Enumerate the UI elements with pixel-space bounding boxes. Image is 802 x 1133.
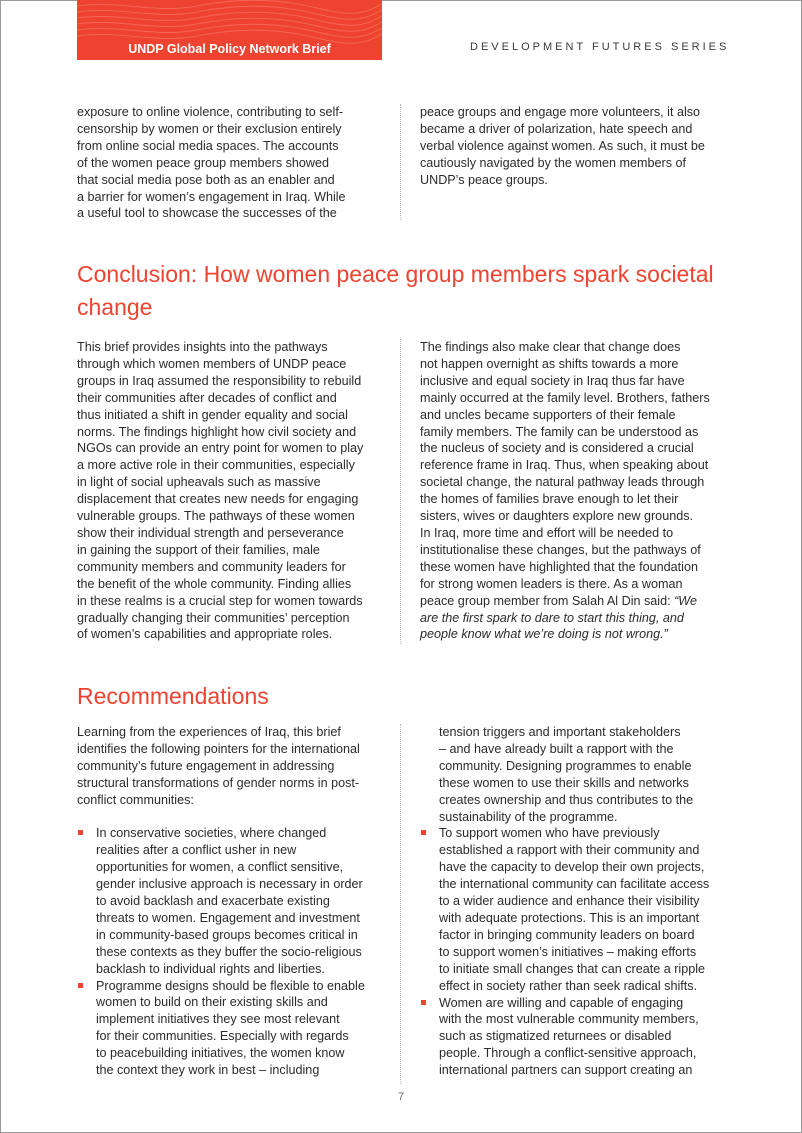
series-title: DEVELOPMENT FUTURES SERIES [470, 41, 730, 53]
list-item-text: Women are willing and capable of engaging with the most vulnerable community members, such as stigmatized returnees or disabled people. Through a conflict-sensitive approach, international partners can support creating an [439, 995, 699, 1078]
recommendations-right-list [420, 825, 740, 1079]
conclusion-right-body: The findings also make clear that change does not happen overnight as shifts towards a more inclusive and equal society in Iraq thus far have mainly occurred at the family level. Brothers, fathers and uncles became supporters of their female family members. The family can be understood as the nucleus of society and is considered a crucial reference frame in Iraq. Thus, when speaking about societal change, the natural pathway leads through the homes of families brave enough to let their sisters, wives or daughters explore new grounds. In Iraq, more time and effort will be needed to institutionalise these changes, but the pathways of these women have highlighted that the foundation for strong women leaders is there. As a woman peace group member from Salah Al Din said: [420, 340, 710, 608]
column-divider [400, 724, 401, 1084]
recommendations-continuation: tension triggers and important stakeholders – and have already built a rapport with the community. Designing programmes to enable these women to use their skills and networks creates ownership and thus contributes to the sustainability of the programme. [439, 725, 694, 824]
list-item [420, 995, 740, 1080]
bullet-marker [421, 1000, 426, 1005]
recommendations-intro: Learning from the experiences of Iraq, this brief identifies the following pointers for the international community’s future engagement in addressing structural transformations of gender norms in post- conflict communities: [77, 725, 360, 807]
list-item [77, 978, 392, 1079]
column-divider [400, 104, 401, 220]
conclusion-right-text [420, 339, 740, 643]
bullet-marker [421, 830, 426, 835]
conclusion-left-column [77, 339, 392, 643]
list-item [420, 825, 740, 994]
brand-label: UNDP Global Policy Network Brief [128, 42, 331, 56]
list-item-text: In conservative societies, where changed realities after a conflict usher in new opportunities for women, a conflict sensitive, gender inclusive approach is necessary in order to avoid backlash and exacerbate existing threats to women. Engagement and investment in community-based groups becomes critical in these contexts as they buffer the socio-religious backlash to individual rights and liberties. [96, 826, 363, 976]
intro-left-column [77, 104, 387, 222]
bullet-marker [78, 830, 83, 835]
list-item-text: Programme designs should be flexible to enable women to build on their existing skills and implement initiatives they see most relevant for their communities. Especially with regards to peacebuilding initiatives, the women know the context they work in best – including [96, 978, 365, 1078]
conclusion-right-column [420, 339, 740, 643]
intro-right-text: peace groups and engage more volunteers, it also became a driver of polarization, hate speech and verbal violence against women. As such, it must be cautiously navigated by the women members of UNDP’s peace groups. [420, 105, 705, 187]
recommendations-left-list [77, 825, 392, 1079]
list-item-text: To support women who have previously established a rapport with their community and have the capacity to develop their own projects, the international community can facilitate access to a wider audience and enhance their visibility with adequate protections. This is an important factor in bringing community leaders on board to support women’s initiatives – making efforts to initiate small changes that can create a ripple effect in society rather than seek radical shifts. [439, 826, 710, 993]
conclusion-heading: Conclusion: How women peace group members spark societal change [77, 261, 714, 320]
recommendations-right-column [420, 724, 740, 1079]
conclusion-left-text: This brief provides insights into the pathways through which women members of UNDP peace groups in Iraq assumed the responsibility to rebuild their communities after decades of conflict and thus initiated a shift in gender equality and social norms. The findings highlight how civil society and NGOs can provide an entry point for women to play a more active role in their communities, especially in light of social upheavals such as massive displacement that creates new needs for engaging vulnerable groups. The pathways of these women show their individual strength and perseverance in gaining the support of their families, male community members and community leaders for the benefit of the whole community. Finding allies in these realms is a crucial step for women towards gradually changing their communities’ perception of women’s capabilities and appropriate roles. [77, 340, 364, 642]
intro-left-text: exposure to online violence, contributing to self- censorship by women or their exclusion entirely from online social media spaces. The accounts of the women peace group members showed that social media pose both as an enabler and a barrier for women’s engagement in Iraq. While a useful tool to showcase the successes of the [77, 105, 346, 221]
recommendations-left-column [77, 724, 392, 1079]
conclusion-quote: “We are the first spark to dare to start this thing, and people know what we’re doing is not wrong.” [420, 593, 697, 642]
list-item [77, 825, 392, 977]
page-number: 7 [397, 1091, 405, 1103]
column-divider [400, 339, 401, 644]
recommendations-heading: Recommendations [77, 683, 269, 709]
bullet-marker [78, 983, 83, 988]
intro-right-column [420, 104, 740, 189]
brand-banner [77, 0, 382, 60]
